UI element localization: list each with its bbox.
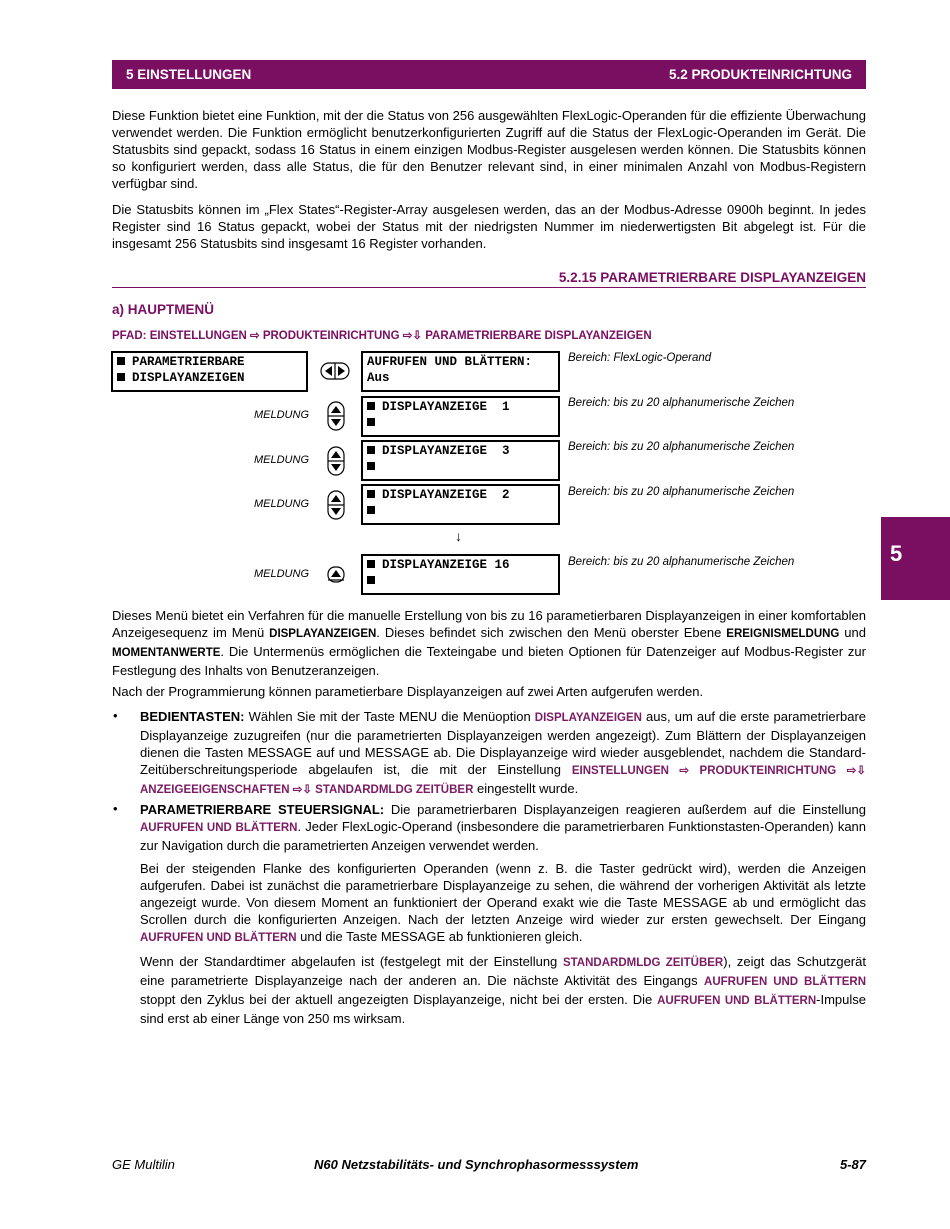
menu-path: PFAD: EINSTELLUNGEN ⇨ PRODUKTEINRICHTUNG ⇨⇩ PARAMETRIERBARE DISPLAYANZEIGEN (112, 330, 652, 342)
bullet-square-icon (367, 446, 375, 454)
section-title: 5.2.15 PARAMETRIERBARE DISPLAYANZEIGEN (558, 270, 866, 285)
text-run: . Jeder FlexLogic-Operand (insbesondere die parametrierbaren Funktionstasten-Operanden) kann zur Navigation durch die parametrierten Anzeigen verwendet werden. (140, 819, 867, 853)
chapter-side-tab (881, 517, 950, 600)
setting-box-display-2 (361, 484, 560, 525)
message-up-down-keys-icon (327, 446, 345, 476)
text-run: Die parametrierbaren Displayanzeigen reagieren außerdem auf die Einstellung (384, 802, 866, 817)
page-header (112, 60, 866, 89)
bullet-square-icon (367, 576, 375, 584)
keyword: AUFRUFEN UND BLÄTTERN (140, 822, 298, 834)
bullet: • (113, 801, 118, 816)
bullet-square-icon (367, 490, 375, 498)
message-up-down-keys-icon (327, 401, 345, 431)
keyword: AUFRUFEN UND BLÄTTERN (657, 995, 817, 1007)
footer-product-title: N60 Netzstabilitäts- und Synchrophasormesssystem (314, 1157, 639, 1172)
setting-box-display-3 (361, 440, 560, 481)
bullet-heading: PARAMETRIERBARE STEUERSIGNAL: (140, 802, 385, 817)
message-label: MELDUNG (254, 498, 310, 510)
range-note: Bereich: FlexLogic-Operand (568, 352, 712, 364)
setting-name: DISPLAYANZEIGE 16 (382, 558, 510, 572)
setting-name: DISPLAYANZEIGE 2 (382, 488, 510, 502)
keyword: STANDARDMLDG ZEITÜBER (562, 957, 724, 969)
text-run: stoppt den Zyklus bei der aktuell angezeigten Displayanzeige, nicht bei der ersten. Die (140, 992, 658, 1007)
text-run: Wenn der Standardtimer abgelaufen ist (festgelegt mit der Einstellung (140, 954, 563, 969)
message-label: MELDUNG (254, 454, 310, 466)
access-methods-intro: Nach der Programmierung können parametierbare Displayanzeigen auf zwei Arten aufgerufen werden. (112, 684, 704, 699)
text-run: Dieses Menü bietet ein Verfahren für die manuelle Erstellung von bis zu 16 parametierbaren Displayanzeigen in einer komfortablen Anzeigesequenz im Menü (112, 608, 866, 640)
text-run: aus, um auf die erste parametrierbare Displayanzeige zuzugreifen (nur die parametrierten Displayanzeigen werden angezeigt). Zum Blättern der Displayanzeigen dienen die Tasten MESSAGE auf und MESSAGE ab. Die Displayanzeige wird wieder ausgeblendet, nachdem die Standard-Zeitüberschreitungsperiode abgelaufen ist, die mit der Einstellung (140, 709, 866, 777)
bullet-heading: BEDIENTASTEN: (140, 709, 245, 724)
keyword: EINSTELLUNGEN ⇨ PRODUKTEINRICHTUNG ⇨⇩ ANZEIGEEIGENSCHAFTEN ⇨⇩ STANDARDMLDG ZEITÜBER (140, 765, 867, 796)
bullet-square-icon (367, 560, 375, 568)
continuation-arrow: ↓ (455, 528, 462, 544)
menu-description-paragraph (112, 607, 866, 679)
intro-paragraph-1: Diese Funktion bietet eine Funktion, mit der die Status von 256 ausgewählten FlexLogic-Operanden für die effiziente Überwachung verwendet werden. Die Funktion ermöglicht benutzerkonfigurierten Zugriff auf die Status der FlexLogic-Operanden im Gerät. Die Statusbits sind gepackt, sodass 16 Status in einem einzigen Modbus-Register ausgelesen werden können. Die Statusbits können so konfiguriert werden, dass alle Status, die für den Benutzer relevant sind, in einer minimalen Anzahl von Modbus-Registern verfügbar sind. (112, 108, 866, 191)
header-chapter: 5 EINSTELLUNGEN (126, 67, 252, 82)
left-right-arrow-keys-icon (320, 362, 350, 380)
text-run: eingestellt wurde. (473, 781, 579, 796)
text-run: . Die Untermenüs ermöglichen die Texteingabe und bieten Optionen für Datenzeiger auf Modbus-Register zur Festlegung des Inhalts von Benutzeranzeigen. (112, 644, 866, 678)
bullet-square-icon (367, 506, 375, 514)
subsection-title: a) HAUPTMENÜ (112, 302, 215, 317)
rising-edge-paragraph (140, 860, 866, 947)
bullet: • (113, 708, 118, 723)
main-menu-line2: DISPLAYANZEIGEN (132, 371, 245, 385)
bullet-square-icon (367, 462, 375, 470)
bullet-keys-paragraph (140, 708, 866, 799)
setting-box-display-1 (361, 396, 560, 437)
keyword: DISPLAYANZEIGEN (269, 628, 377, 640)
bullet-control-signal-paragraph (140, 801, 866, 854)
range-note: Bereich: bis zu 20 alphanumerische Zeichen (568, 486, 795, 498)
setting-box-recall-scroll (361, 351, 560, 392)
bullet-square-icon (367, 402, 375, 410)
setting-name: DISPLAYANZEIGE 1 (382, 400, 510, 414)
timer-paragraph (140, 953, 866, 1027)
range-note: Bereich: bis zu 20 alphanumerische Zeichen (568, 556, 795, 568)
intro-paragraph-2: Die Statusbits können im „Flex States“-Register-Array ausgelesen werden, das an der Modbus-Adresse 0900h beginnt. In jedes Register sind 16 Status gepackt, wobei der Status mit der niedrigsten Nummer im niederwertigsten Bit abgelegt ist. Für die insgesamt 256 Statusbits sind insgesamt 16 Register vorhanden. (112, 202, 866, 251)
text-run: Bei der steigenden Flanke des konfigurierten Operanden (wenn z. B. die Taster gedrückt wird), werden die Anzeigen aufgerufen. Dabei ist zunächst die parametrierbare Displayanzeige zu sehen, die während der vorherigen Aktivität als letzte angezeigt wurde. Von diesem Moment an funktioniert der Operand exakt wie die Taste MESSAGE ab und ermöglicht das Scrollen durch die konfigurierten Anzeigen. Nach der letzten Anzeige wird wieder zur ersten gewechselt. Der Eingang (140, 861, 866, 927)
setting-value: Aus (367, 371, 390, 385)
footer-page-number: 5-87 (839, 1157, 866, 1172)
keyword: MOMENTANWERTE (112, 647, 221, 659)
main-menu-line1: PARAMETRIERBARE (132, 355, 245, 369)
message-up-key-icon (327, 566, 345, 583)
range-note: Bereich: bis zu 20 alphanumerische Zeichen (568, 397, 795, 409)
keyword: AUFRUFEN UND BLÄTTERN (140, 932, 297, 944)
range-note: Bereich: bis zu 20 alphanumerische Zeichen (568, 441, 795, 453)
bullet-square-icon (367, 418, 375, 426)
setting-name: DISPLAYANZEIGE 3 (382, 444, 510, 458)
text-run: und die Taste MESSAGE ab funktionieren gleich. (296, 929, 583, 944)
setting-box-display-16 (361, 554, 560, 595)
section-rule (112, 287, 866, 288)
keyword: AUFRUFEN UND BLÄTTERN (704, 976, 867, 988)
keyword: EREIGNISMELDUNG (726, 628, 840, 640)
message-label: MELDUNG (254, 409, 310, 421)
main-menu-box (111, 351, 308, 392)
text-run: -Impulse sind erst ab einer Länge von 250 ms wirksam. (140, 992, 867, 1026)
bullet-square-icon (117, 357, 125, 365)
text-run: ), zeigt das Schutzgerät eine parametrierte Displayanzeige nach der anderen an. Die nächste Aktivität des Eingangs (140, 954, 866, 988)
header-section: 5.2 PRODUKTEINRICHTUNG (668, 67, 852, 82)
text-run: Wählen Sie mit der Taste MENU die Menüoption (244, 709, 535, 724)
footer-company: GE Multilin (112, 1157, 175, 1172)
message-up-down-keys-icon (327, 490, 345, 520)
text-run: und (839, 625, 866, 640)
message-label: MELDUNG (254, 568, 310, 580)
keyword: DISPLAYANZEIGEN (534, 712, 642, 724)
setting-name: AUFRUFEN UND BLÄTTERN: (367, 355, 533, 369)
text-run: . Dieses befindet sich zwischen den Menü oberster Ebene (376, 625, 727, 640)
bullet-square-icon (117, 373, 125, 381)
chapter-number: 5 (890, 541, 903, 566)
